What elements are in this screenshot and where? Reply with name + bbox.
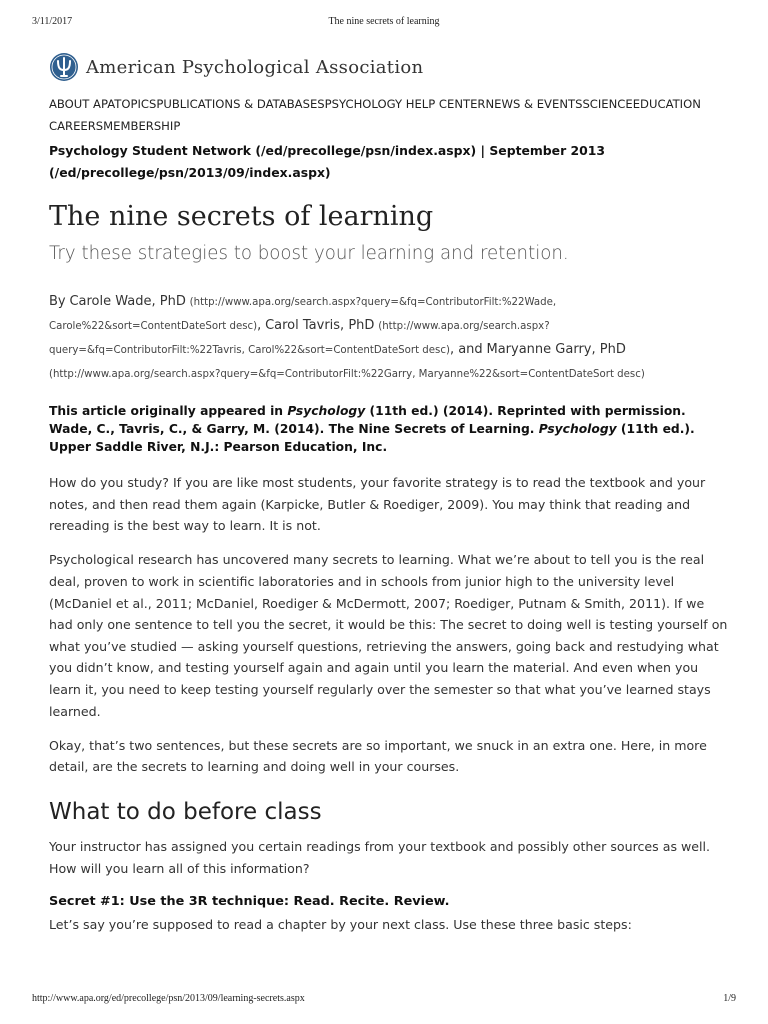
nav-item-education[interactable]: EDUCATION <box>632 97 701 111</box>
note-line1-text: This article originally appeared in <box>49 404 284 418</box>
note-line2-book: Psychology <box>538 422 617 436</box>
psi-seal-icon <box>49 52 79 82</box>
byline-prefix: By <box>49 294 66 309</box>
print-doc-title: The nine secrets of learning <box>328 16 440 27</box>
body-paragraph-2: Psychological research has uncovered many secrets to learning. What we’re about to tell you is the real deal, proven to work in scientific laboratories and in schools from junior high to the university level (McDaniel et al., 2011; McDaniel, Roediger & McDermott, 2007; Roediger, Putnam & Smith, 2011). If we had only one sentence to tell you the secret, it would be this: The secret to doing well is testing yourself on what you’ve studied — asking yourself questions, retrieving the answers, going back and restudying what you didn’t know, and testing yourself again and again until you learn the material. And even when you learn it, you need to keep testing yourself regularly over the semester so that what you’ve learned stays learned. <box>49 552 728 719</box>
article-title: The nine secrets of learning <box>49 201 434 232</box>
page-content <box>49 50 729 935</box>
nav-item-publications[interactable]: PUBLICATIONS & DATABASES <box>156 97 325 111</box>
secret-1-text: Let’s say you’re supposed to read a chapter by your next class. Use these three basic steps: <box>49 916 632 932</box>
nav-item-science[interactable]: SCIENCE <box>582 97 633 111</box>
author-url-wade: (http://www.apa.org/search.aspx?query=&fq=ContributorFilt:%22Wade, Carole%22&sort=ContentDateSort desc) <box>49 297 557 332</box>
section-intro: Your instructor has assigned you certain readings from your textbook and possibly other sources as well. How will you learn all of this information? <box>49 838 711 876</box>
note-line2-tail: (11th ed.). Upper Saddle River, N.J.: Pearson Education, Inc. <box>49 422 695 454</box>
nav-item-help-center[interactable]: PSYCHOLOGY HELP CENTER <box>324 97 486 111</box>
note-line1-book: Psychology <box>287 404 366 418</box>
author-link-garry[interactable]: Maryanne Garry, PhD <box>486 342 626 357</box>
breadcrumb <box>49 140 729 184</box>
print-date: 3/11/2017 <box>32 16 73 27</box>
note-line1-tail: (11th ed.) (2014). Reprinted with permission. <box>369 404 686 418</box>
author-link-tavris[interactable]: Carol Tavris, PhD <box>265 318 375 333</box>
secret-1-heading: Secret #1: Use the 3R technique: Read. Recite. Review. <box>49 893 450 909</box>
breadcrumb-network-url: (/ed/precollege/psn/index.aspx) <box>255 143 477 158</box>
print-header <box>32 16 736 30</box>
body-paragraph-1: How do you study? If you are like most students, your favorite strategy is to read the textbook and your notes, and then read them again (Karpicke, Butler & Roediger, 2009). You may think that reading and rereading is the best way to learn. It is not. <box>49 475 706 534</box>
byline-separator: , <box>257 318 262 333</box>
page-counter: 1/9 <box>723 993 736 1004</box>
breadcrumb-separator: | <box>480 143 486 158</box>
nav-item-topics[interactable]: TOPICS <box>114 97 157 111</box>
top-navigation <box>49 93 729 137</box>
nav-item-careers[interactable]: CAREERS <box>49 119 104 133</box>
breadcrumb-issue-link[interactable]: September 2013 <box>489 143 605 158</box>
apa-brand[interactable] <box>49 50 729 84</box>
breadcrumb-network-link[interactable]: Psychology Student Network <box>49 143 252 158</box>
nav-item-about[interactable]: ABOUT APA <box>49 97 115 111</box>
note-line2-text: Wade, C., Tavris, C., & Garry, M. (2014). The Nine Secrets of Learning. <box>49 422 535 436</box>
author-link-wade[interactable]: Carole Wade, PhD <box>69 294 186 309</box>
print-footer <box>32 993 736 1007</box>
byline-separator-and: , and <box>449 342 483 357</box>
nav-item-membership[interactable]: MEMBERSHIP <box>103 119 181 133</box>
byline <box>49 290 729 386</box>
print-url: http://www.apa.org/ed/precollege/psn/2013/09/learning-secrets.aspx <box>32 993 305 1004</box>
org-name: American Psychological Association <box>86 56 424 78</box>
nav-item-news-events[interactable]: NEWS & EVENTS <box>485 97 583 111</box>
article-subtitle: Try these strategies to boost your learning and retention. <box>49 243 569 264</box>
author-url-garry: (http://www.apa.org/search.aspx?query=&fq=ContributorFilt:%22Garry, Maryanne%22&sort=ContentDateSort desc) <box>49 369 645 380</box>
body-paragraph-3: Okay, that’s two sentences, but these secrets are so important, we snuck in an extra one. Here, in more detail, are the secrets to learning and doing well in your courses. <box>49 737 707 775</box>
breadcrumb-issue-url: (/ed/precollege/psn/2013/09/index.aspx) <box>49 165 331 180</box>
author-url-tavris: (http://www.apa.org/search.aspx?query=&fq=ContributorFilt:%22Tavris, Carol%22&sort=ContentDateSort desc) <box>49 321 550 356</box>
permission-note <box>49 402 729 456</box>
section-heading: What to do before class <box>49 798 322 825</box>
